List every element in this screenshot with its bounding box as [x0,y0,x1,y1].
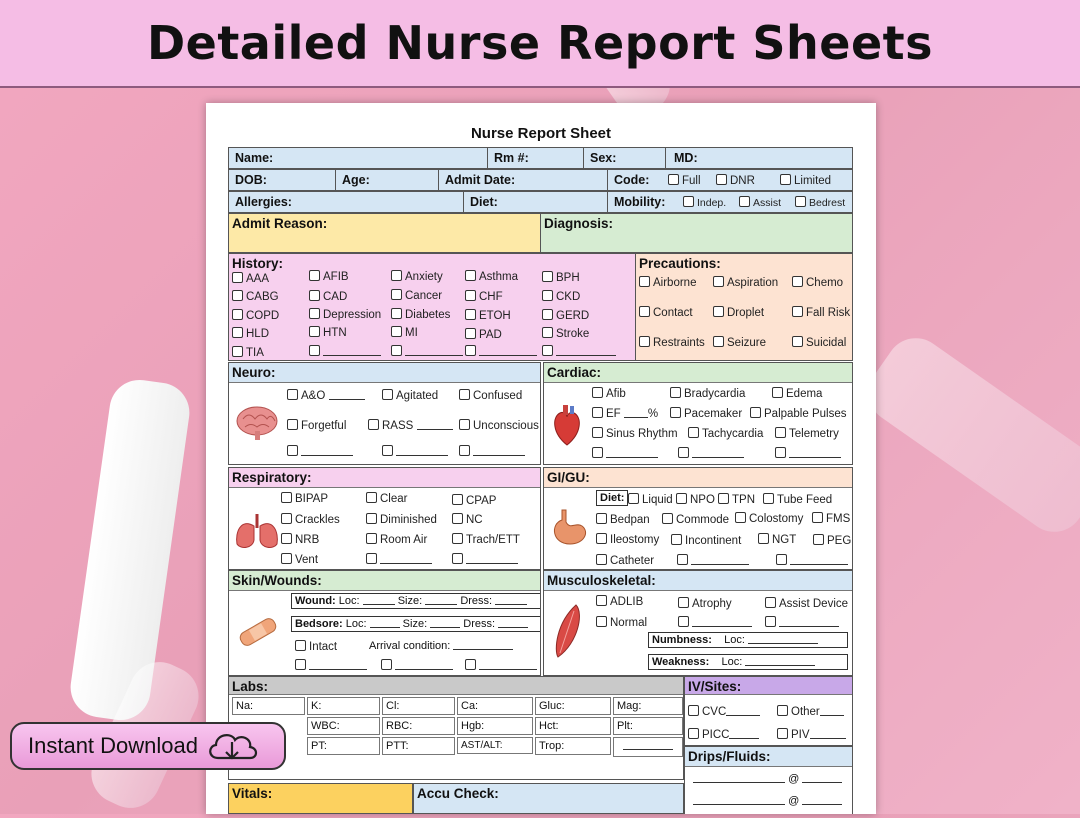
history-checkbox[interactable]: HTN [309,326,347,339]
gigu-title: GI/GU: [547,470,590,485]
history-checkbox[interactable]: Anxiety [391,270,443,283]
cardiac-other-checkbox[interactable] [775,447,841,460]
mobility-field [607,191,853,213]
precaution-checkbox[interactable]: Suicidal [792,336,846,349]
history-checkbox[interactable]: CKD [542,290,580,303]
precaution-checkbox[interactable]: Aspiration [713,276,778,289]
precaution-checkbox[interactable]: Airborne [639,276,696,289]
name-field[interactable] [228,147,488,169]
diet-field[interactable] [463,191,608,213]
sex-field[interactable] [583,147,666,169]
gigu-checkbox[interactable]: Catheter [596,554,654,567]
cardiac-checkbox[interactable]: Edema [772,387,822,400]
history-checkbox[interactable]: Depression [309,308,381,321]
lab-cell[interactable]: Gluc: [535,697,611,715]
drips-title: Drips/Fluids: [688,749,771,764]
iv-title: IV/Sites: [688,679,742,694]
gigu-diet-label: Diet: [600,492,625,504]
drip-line[interactable]: @ [693,773,842,785]
age-field[interactable] [335,169,439,191]
history-checkbox[interactable]: Cancer [391,289,442,302]
diet-checkbox[interactable]: Tube Feed [763,493,832,506]
resp-checkbox[interactable]: CPAP [452,494,496,507]
arrival-condition-field[interactable]: Arrival condition: [369,640,513,652]
iv-other-checkbox[interactable]: Other [777,705,844,718]
neuro-checkbox[interactable]: Unconscious [459,419,539,432]
gigu-checkbox[interactable]: Colostomy [735,512,803,525]
neuro-ao-checkbox[interactable]: A&O [287,389,365,402]
resp-checkbox[interactable]: Crackles [281,513,340,526]
respiratory-section [228,467,541,570]
lab-cell[interactable]: Na: [232,697,305,715]
neuro-checkbox[interactable]: Agitated [382,389,438,402]
allergies-field[interactable] [228,191,464,213]
code-full-checkbox[interactable]: Full [668,174,701,187]
lab-cell[interactable] [613,737,683,757]
msk-checkbox[interactable]: Normal [596,616,647,629]
resp-checkbox[interactable]: Clear [366,492,407,505]
lab-cell[interactable]: WBC: [307,717,380,735]
diagnosis-label: Diagnosis: [544,216,614,231]
precautions-title: Precautions: [639,256,721,271]
cardiac-ef-checkbox[interactable]: EF % [592,407,658,420]
cloud-download-icon [204,728,260,764]
lab-cell[interactable]: AST/ALT: [457,737,533,754]
nurse-report-sheet [206,103,876,814]
muscle-icon [550,603,586,659]
precaution-checkbox[interactable]: Chemo [792,276,843,289]
cardiac-checkbox[interactable]: Tachycardia [688,427,763,440]
msk-checkbox[interactable]: Assist Device [765,597,848,610]
mobility-indep-checkbox[interactable]: Indep. [683,196,726,209]
resp-checkbox[interactable]: Room Air [366,533,427,546]
lab-cell[interactable]: Cl: [382,697,455,715]
lab-cell[interactable]: Trop: [535,737,611,755]
diet-checkbox[interactable]: TPN [718,493,755,506]
precaution-checkbox[interactable]: Droplet [713,306,764,319]
history-checkbox[interactable]: Diabetes [391,308,450,321]
lab-cell[interactable]: RBC: [382,717,455,735]
msk-title: Musculoskeletal: [547,573,656,588]
precaution-checkbox[interactable]: Restraints [639,336,705,349]
history-other-checkbox[interactable] [391,345,463,358]
gigu-checkbox[interactable]: FMS [812,512,850,525]
instant-download-button[interactable] [10,722,286,770]
sheet-title: Nurse Report Sheet [470,125,612,142]
mobility-assist-checkbox[interactable]: Assist [739,196,781,209]
history-section [228,253,636,361]
history-checkbox[interactable]: PAD [465,328,502,341]
gigu-checkbox[interactable]: PEG [813,534,851,547]
diet-checkbox[interactable]: NPO [676,493,715,506]
mobility-label: Mobility: [614,195,666,209]
history-checkbox[interactable]: CABG [232,290,279,303]
msk-other-checkbox[interactable] [678,616,752,629]
history-checkbox[interactable]: AAA [232,272,269,285]
heart-icon [550,403,584,447]
skin-intact-checkbox[interactable]: Intact [295,640,337,653]
msk-checkbox[interactable]: Atrophy [678,597,732,610]
gigu-section [543,467,853,570]
precautions-section [635,253,853,361]
lungs-icon [233,512,281,550]
accu-check-title: Accu Check: [417,786,499,801]
vitals-title: Vitals: [232,786,273,801]
resp-checkbox[interactable]: NRB [281,533,319,546]
mobility-bedrest-checkbox[interactable]: Bedrest [795,196,845,209]
labs-section [228,676,684,780]
stomach-icon [548,508,592,548]
precaution-checkbox[interactable]: Seizure [713,336,766,349]
skin-title: Skin/Wounds: [232,573,322,588]
skin-other-checkbox[interactable] [295,659,367,672]
cardiac-checkbox[interactable]: Afib [592,387,626,400]
admit-date-label: Admit Date: [445,173,516,187]
cardiac-checkbox[interactable]: Pacemaker [670,407,742,420]
neuro-other-checkbox[interactable] [287,445,353,458]
md-label: MD: [674,151,698,165]
room-field[interactable] [487,147,584,169]
cardiac-checkbox[interactable]: Telemetry [775,427,839,440]
iv-section [684,676,853,746]
lab-cell[interactable]: Hgb: [457,717,533,735]
lab-cell[interactable]: PT: [307,737,380,755]
vitals-section [228,783,413,814]
skin-other-checkbox[interactable] [465,659,537,672]
history-checkbox[interactable]: TIA [232,346,264,359]
history-checkbox[interactable]: AFIB [309,270,349,283]
history-checkbox[interactable]: GERD [542,309,589,322]
resp-checkbox[interactable]: Trach/ETT [452,533,520,546]
history-checkbox[interactable]: MI [391,326,418,339]
code-label: Code: [614,173,650,187]
code-field [607,169,853,191]
history-other-checkbox[interactable] [465,345,537,358]
lab-cell[interactable]: K: [307,697,380,715]
admit-reason-field[interactable] [228,213,541,253]
neuro-other-checkbox[interactable] [382,445,448,458]
skin-other-checkbox[interactable] [381,659,453,672]
age-label: Age: [342,173,370,187]
gigu-other-checkbox[interactable] [776,554,848,567]
cardiac-title: Cardiac: [547,365,602,380]
resp-other-checkbox[interactable] [452,553,518,566]
precaution-checkbox[interactable]: Contact [639,306,693,319]
gigu-diet-row [596,490,628,506]
history-checkbox[interactable]: COPD [232,309,279,322]
dob-field[interactable] [228,169,336,191]
wound-row[interactable]: Wound: Loc: Size: Dress: [291,593,541,609]
history-other-checkbox[interactable] [542,345,616,358]
code-dnr-checkbox[interactable]: DNR [716,174,755,187]
diet-label: Diet: [470,195,498,209]
resp-checkbox[interactable]: BIPAP [281,492,328,505]
history-checkbox[interactable]: Stroke [542,327,589,340]
room-label: Rm #: [494,151,529,165]
iv-cvc-checkbox[interactable]: CVC [688,705,760,718]
neuro-title: Neuro: [232,365,276,380]
cardiac-other-checkbox[interactable] [592,447,658,460]
sex-label: Sex: [590,151,617,165]
lab-cell[interactable]: Hct: [535,717,611,735]
labs-title: Labs: [232,679,269,694]
lab-cell[interactable]: Ca: [457,697,533,715]
history-checkbox[interactable]: BPH [542,271,580,284]
gigu-checkbox[interactable]: NGT [758,533,796,546]
allergies-label: Allergies: [235,195,292,209]
bandage-icon [235,613,281,651]
history-title: History: [232,256,284,271]
drip-line[interactable]: @ [693,795,842,807]
lab-cell[interactable]: PTT: [382,737,455,755]
cardiac-checkbox[interactable]: Palpable Pulses [750,407,846,420]
msk-other-checkbox[interactable] [765,616,839,629]
bedsore-row[interactable]: Bedsore: Loc: Size: Dress: [291,616,541,632]
diet-checkbox[interactable]: Liquid [628,493,673,506]
neuro-other-checkbox[interactable] [459,445,525,458]
admit-reason-label: Admit Reason: [232,216,328,231]
precaution-checkbox[interactable]: Fall Risk [792,306,850,319]
history-checkbox[interactable]: Asthma [465,270,518,283]
iv-picc-checkbox[interactable]: PICC [688,728,759,741]
admit-date-field[interactable] [438,169,608,191]
gigu-other-checkbox[interactable] [677,554,749,567]
skin-section [228,570,541,676]
history-checkbox[interactable]: CAD [309,290,347,303]
cardiac-other-checkbox[interactable] [678,447,744,460]
msk-checkbox[interactable]: ADLIB [596,595,643,608]
brain-icon [235,405,279,441]
cardiac-checkbox[interactable]: Bradycardia [670,387,745,400]
md-field[interactable] [665,147,853,169]
gigu-checkbox[interactable]: Bedpan [596,513,650,526]
history-checkbox[interactable]: HLD [232,327,269,340]
neuro-checkbox[interactable]: Confused [459,389,522,402]
resp-other-checkbox[interactable] [366,553,432,566]
accu-check-section [413,783,684,814]
cardiac-checkbox[interactable]: Sinus Rhythm [592,427,678,440]
lab-cell[interactable]: Plt: [613,717,683,735]
weakness-field[interactable]: Weakness: Loc: [648,654,848,670]
code-limited-checkbox[interactable]: Limited [780,174,831,187]
dob-label: DOB: [235,173,267,187]
neuro-rass-checkbox[interactable]: RASS [368,419,453,432]
cardiac-section [543,362,853,465]
history-checkbox[interactable]: CHF [465,290,503,303]
gigu-checkbox[interactable]: Commode [662,513,729,526]
test-tube-decoration [857,326,1080,543]
drips-section [684,746,853,814]
instant-download-label: Instant Download [28,733,198,758]
iv-piv-checkbox[interactable]: PIV [777,728,846,741]
name-label: Name: [235,151,274,165]
resp-checkbox[interactable]: Diminished [366,513,437,526]
history-other-checkbox[interactable] [309,345,381,358]
neuro-checkbox[interactable]: Forgetful [287,419,346,432]
numbness-field[interactable]: Numbness: Loc: [648,632,848,648]
msk-section [543,570,853,676]
history-checkbox[interactable]: ETOH [465,309,511,322]
respiratory-title: Respiratory: [232,470,312,485]
gigu-checkbox[interactable]: Ileostomy [596,533,659,546]
gigu-checkbox[interactable]: Incontinent [671,534,741,547]
lab-cell[interactable]: Mag: [613,697,683,715]
resp-checkbox[interactable]: Vent [281,553,318,566]
banner [0,0,1080,88]
resp-checkbox[interactable]: NC [452,513,483,526]
neuro-section [228,362,541,465]
diagnosis-field[interactable] [540,213,853,253]
banner-title: Detailed Nurse Report Sheets [146,16,934,70]
